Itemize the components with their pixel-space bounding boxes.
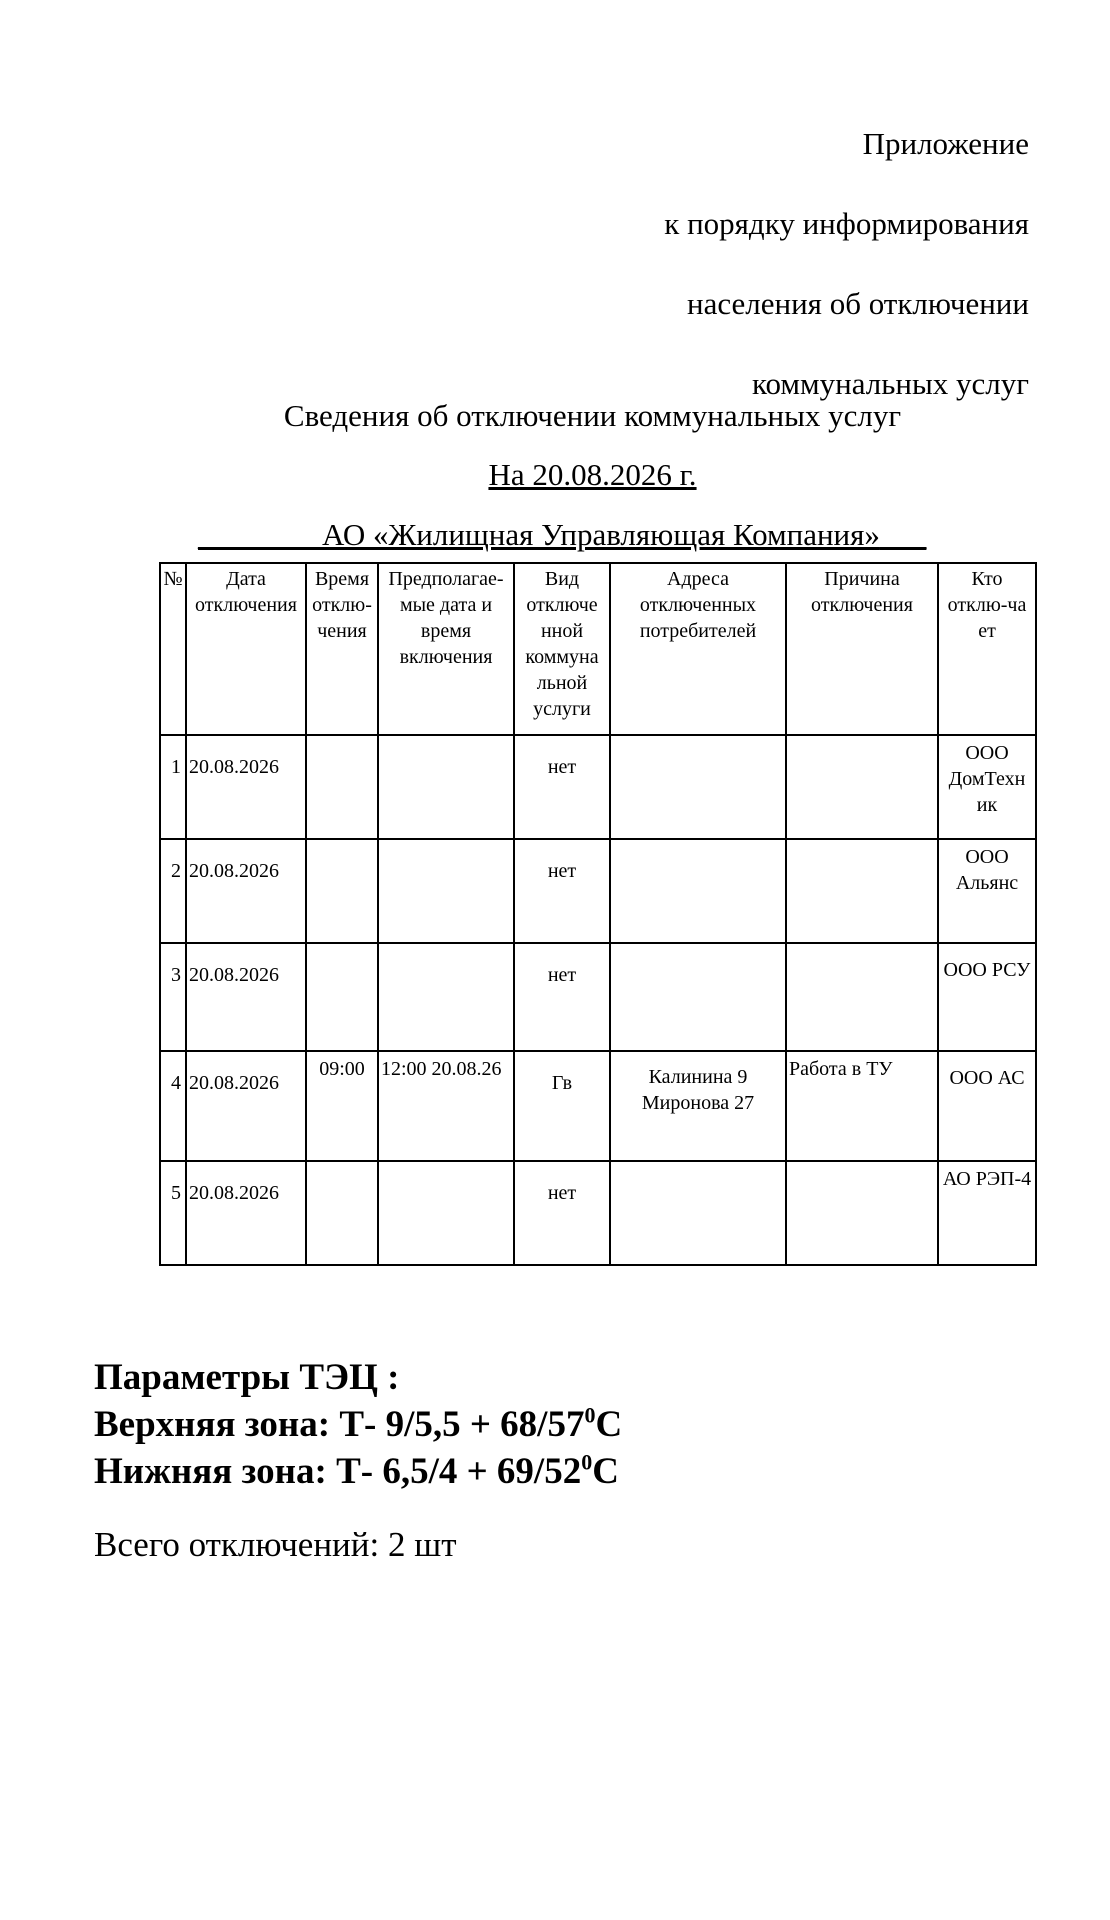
appendix-line-4: коммунальных услуг	[752, 366, 1029, 401]
row-date: 20.08.2026	[186, 1051, 306, 1161]
upper-zone-degree: 0	[584, 1402, 596, 1428]
row-who: ООО АС	[938, 1051, 1036, 1161]
row-time	[306, 839, 378, 943]
row-reason: Работа в ТУ	[786, 1051, 938, 1161]
row-reason	[786, 943, 938, 1051]
row-address	[610, 839, 786, 943]
row-planned	[378, 839, 514, 943]
row-service: Гв	[514, 1051, 610, 1161]
chp-parameters	[94, 1354, 622, 1495]
header-planned: Предполагае-мые дата и время включения	[378, 563, 514, 735]
lower-zone-unit: С	[592, 1451, 619, 1492]
row-address	[610, 943, 786, 1051]
appendix-line-2: к порядку информирования	[664, 206, 1029, 241]
org-suffix: ___	[879, 517, 927, 552]
document-title: Сведения об отключении коммунальных услуг	[283, 398, 902, 433]
lower-zone-label: Нижняя зона: Т- 6,5/4 + 69/52	[94, 1451, 582, 1492]
table-row	[160, 839, 1036, 943]
table-header-row	[160, 563, 1036, 735]
organization-line	[198, 517, 926, 553]
organization-name: АО «Жилищная Управляющая Компания»	[322, 517, 880, 552]
row-time	[306, 943, 378, 1051]
appendix-line-1: Приложение	[862, 126, 1029, 161]
lower-zone-degree: 0	[581, 1449, 593, 1475]
report-date: На 20.08.2026 г.	[488, 457, 697, 492]
row-date: 20.08.2026	[186, 1161, 306, 1265]
row-time	[306, 1161, 378, 1265]
row-who: ООО РСУ	[938, 943, 1036, 1051]
table-row	[160, 1161, 1036, 1265]
row-no: 3	[160, 943, 186, 1051]
header-time: Время отклю-чения	[306, 563, 378, 735]
upper-zone-line	[94, 1401, 622, 1448]
row-service: нет	[514, 943, 610, 1051]
header-who: Кто отклю-ча ет	[938, 563, 1036, 735]
row-address	[610, 1161, 786, 1265]
total-outages: Всего отключений: 2 шт	[94, 1525, 457, 1564]
row-planned	[378, 735, 514, 839]
row-planned: 12:00 20.08.26	[378, 1051, 514, 1161]
header-address: Адреса отключенных потребителей	[610, 563, 786, 735]
row-date: 20.08.2026	[186, 735, 306, 839]
row-time	[306, 735, 378, 839]
header-no: №	[160, 563, 186, 735]
org-prefix: ________	[198, 517, 322, 552]
appendix-header	[664, 104, 1029, 424]
upper-zone-label: Верхняя зона: Т- 9/5,5 + 68/57	[94, 1404, 585, 1445]
row-service: нет	[514, 1161, 610, 1265]
lower-zone-line	[94, 1448, 622, 1495]
table-row	[160, 1051, 1036, 1161]
row-no: 2	[160, 839, 186, 943]
header-reason: Причина отключения	[786, 563, 938, 735]
row-planned	[378, 943, 514, 1051]
table-row	[160, 943, 1036, 1051]
row-reason	[786, 1161, 938, 1265]
row-time: 09:00	[306, 1051, 378, 1161]
params-heading: Параметры ТЭЦ :	[94, 1357, 400, 1398]
upper-zone-unit: С	[595, 1404, 623, 1445]
row-address	[610, 735, 786, 839]
appendix-line-3: населения об отключении	[687, 286, 1029, 321]
row-date: 20.08.2026	[186, 839, 306, 943]
header-service: Вид отключе нной коммуна льной услуги	[514, 563, 610, 735]
row-service: нет	[514, 839, 610, 943]
row-reason	[786, 735, 938, 839]
row-who: ООО Альянс	[938, 839, 1036, 943]
row-address: Калинина 9 Миронова 27	[610, 1051, 786, 1161]
row-reason	[786, 839, 938, 943]
outage-table	[159, 562, 1037, 1266]
row-no: 4	[160, 1051, 186, 1161]
row-who: ООО ДомТехн ик	[938, 735, 1036, 839]
row-no: 5	[160, 1161, 186, 1265]
row-who: АО РЭП-4	[938, 1161, 1036, 1265]
row-planned	[378, 1161, 514, 1265]
header-date: Дата отключения	[186, 563, 306, 735]
row-no: 1	[160, 735, 186, 839]
table-row	[160, 735, 1036, 839]
row-date: 20.08.2026	[186, 943, 306, 1051]
row-service: нет	[514, 735, 610, 839]
